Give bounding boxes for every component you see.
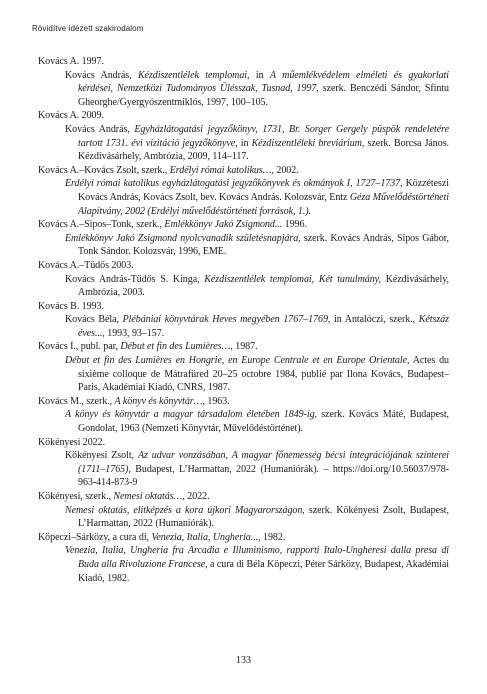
citation-key: Kovács A.–Tüdős 2003. — [38, 259, 134, 271]
citation-key: Kovács B. 1993. — [38, 300, 104, 312]
citation-entry: Début et fin des Lumières en Hongrie, en Europe Centrale et en Europe Orientale, Actes du sixième colloque de Mátrafüred 20–25 octobre 1984, publié par Ilona Kovács, Budapest–Paris, Akadémiai Kiadó, CNRS, 1987. — [65, 355, 450, 394]
citation-entry: Venezia, Italia, Ungheria fra Arcadia e Illuminismo, rapporti Italo-Ungheresi dalla presa di Buda alla Rivoluzione Francese, a cura di Béla Köpeczi, Péter Sárközy, Budapest, Akadémiai Kiadó, 1982. — [65, 545, 449, 584]
citation-key: Kovács M., szerk., A könyv és könyvtár…, 1963. — [38, 395, 230, 407]
citation-key: Kökényesi, szerk., Nemesi oktatás…, 2022. — [38, 491, 210, 502]
citation-entry: A könyv és könyvtár a magyar társadalom életében 1849-ig, szerk. Kovács Máté, Budapest, Gondolat, 1963 (Nemzeti Könyvtár, Művelődéstörténet). — [65, 409, 449, 435]
citation-entry: Emlékkönyv Jakó Zsigmond nyolcvanadik születésnapjára, szerk. Kovács András, Sipos Gábor, Tonk Sándor. Kolozsvár, 1996, EME. — [65, 232, 449, 258]
citation-key: Kovács A. 1997. — [38, 56, 104, 67]
citation-key: Kovács A. 2009. — [38, 110, 104, 122]
running-head: Rövidítve idézett szakirodalom — [32, 24, 144, 33]
citation-entry: Erdélyi római katolikus egyházlátogatási jegyzőkönyvek és okmányok I, 1727–1737, Közzéteszi Kovács András, Kovács Zsolt, bev. Kovács András. Kolozsvár, Entz Géza Művelődéstörténeti Alapítvány, 2002 (Erdélyi művelődéstörténeti források, 1.). — [65, 178, 449, 217]
citation-key: Köpeczi–Sárközy, a cura di, Venezia, Italia, Ungheria..., 1982. — [38, 531, 286, 543]
citation-entry: Kovács Béla, Plébániai könyvtárak Heves megyében 1767–1769, in Antalóczi, szerk., Kétszáz éves..., 1993, 93–157. — [65, 314, 449, 339]
citation-key: Kovács A.–Kovács Zsolt, szerk., Erdélyi római katolikus…, 2002. — [38, 164, 299, 176]
citation-key: Kökényesi 2022. — [38, 436, 106, 448]
citation-entry: Kovács András-Tüdős S. Kinga, Kézdiszentlélek templomai, Két tanulmány, Kézdivásárhely, Ambrózia, 2003. — [65, 273, 449, 299]
citation-key: Kovács A.–Sipos–Tonk, szerk., Emlékkönyv Jakó Zsigmond... 1996. — [38, 219, 307, 231]
citation-entry: Kökényesi Zsolt, Az udvar vonzásában, A magyar főnemesség bécsi integrációjának színterei (1711–1765), Budapest, L’Harmattan, 2022 (Humaniórák). – https://doi.org/10.56037/978-963-414-873-9 — [65, 450, 449, 489]
page-number: 133 — [236, 655, 251, 666]
citation-key: Kovács I., publ. par, Début et fin des Lumières…, 1987. — [38, 341, 258, 353]
citation-entry: Kovács András, Egyházlátogatási jegyzőkönyv, 1731, Br. Sorger Gergely püspök rendeletére tartott 1731. évi vizitáció jegyzőkönyve, in Kézdiszentléleki breviárium, szerk. Borcsa János. Kézdivásárhely, Ambrózia, 2009, 114–117. — [65, 123, 449, 163]
citation-entry: Kovács András, Kézdiszentlélek templomai, in A műemlékvédelem elméleti és gyakorlati kérdései, Nemzetközi Tudományos Ülésszak, Tusnad, 1997, szerk. Benczédi Sándor, Sfintu Gheorghe/Gyergyószentmiklós, 1997, 100–105. — [65, 69, 450, 108]
bibliography-list — [38, 55, 449, 585]
citation-entry: Nemesi oktatás, elitképzés a kora újkori Magyarországon, szerk. Kökényesi Zsolt, Budapest, L’Harmattan, 2022 (Humaniórák). — [65, 504, 449, 530]
